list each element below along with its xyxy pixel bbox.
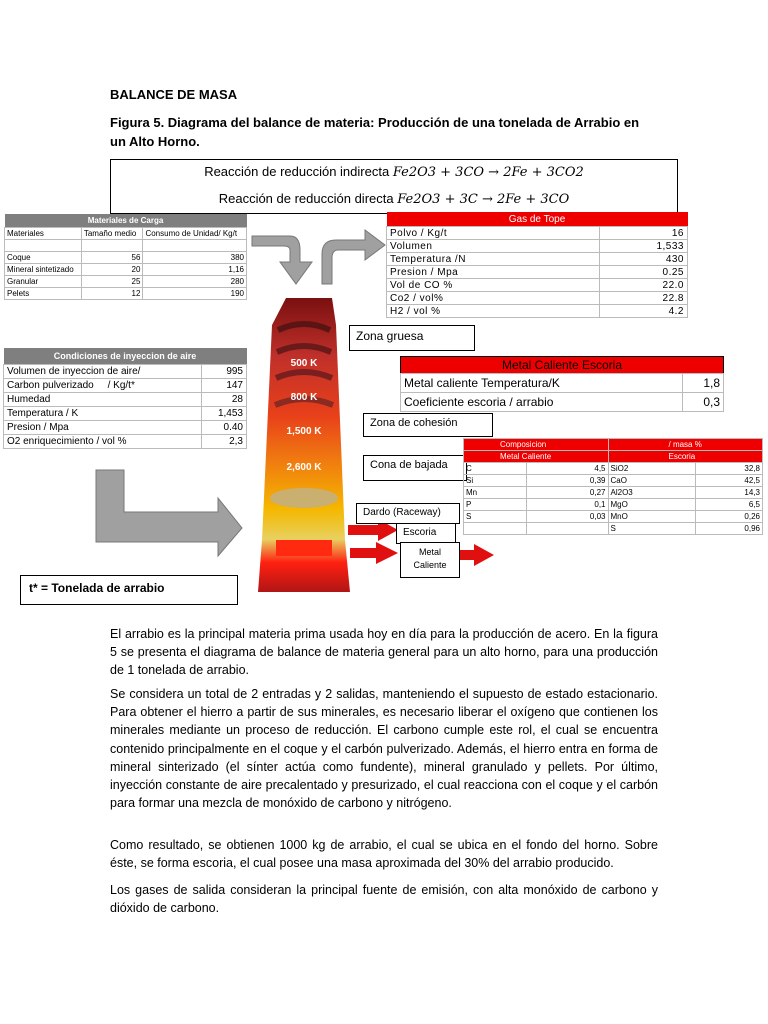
table-row: Granular 25 280 (5, 276, 247, 288)
raceway-zone (270, 488, 338, 508)
table-row: Presion / Mpa 0.40 (4, 421, 247, 435)
air-title: Condiciones de inyeccion de aire (4, 348, 247, 365)
slag-label: Escoria (396, 523, 456, 544)
temp-label: 800 K (290, 392, 318, 403)
table-row: Temperatura / K 1,453 (4, 407, 247, 421)
zone-bajada-label: Cona de bajada (363, 455, 467, 481)
reaction-indirect: Reacción de reducción indirecta Fe2O3 + 3CO → 2Fe + 3CO2 (204, 164, 584, 180)
table-row: Pelets 12 190 (5, 288, 247, 300)
table-row: Polvo / Kg/t 16 (387, 227, 688, 240)
charge-title: Materiales de Carga (5, 214, 247, 228)
hot-metal-title: Metal Caliente Escoria (401, 357, 724, 374)
temp-label: 1,500 K (286, 426, 322, 437)
table-row: Volumen de inyeccion de aire/ 995 (4, 365, 247, 379)
hot-metal-arrow (458, 544, 494, 566)
unit-note: t* = Tonelada de arrabio (20, 575, 238, 605)
molten-metal-layer (276, 540, 332, 556)
charge-header: Materiales (5, 228, 82, 240)
table-row: Metal caliente Temperatura/K 1,8 (401, 374, 724, 393)
table-row: Humedad 28 (4, 393, 247, 407)
zone-dardo-label: Dardo (Raceway) (356, 503, 460, 524)
reaction-direct: Reacción de reducción directa Fe2O3 + 3C → 2Fe + 3CO (218, 191, 570, 207)
zone-cohesion-label: Zona de cohesión (363, 413, 493, 437)
top-gas-table (386, 212, 688, 318)
table-row: Temperatura /N 430 (387, 253, 688, 266)
paragraph: Se considera un total de 2 entradas y 2 salidas, manteniendo el supuesto de estado estacionario. Para obtener el hierro a partir de sus minerales, es necesario liberar el oxígeno que contienen los minerales mediante un proceso de reducción. El carbono cumple este rol, el cual se encuentra contenido principalmente en el coque y el carbón pulverizado. Además, el hierro entra en forma de mineral sinterizado (el sínter actúa como fundente), mineral granulado y pellets. Por último, inyección constante de aire precalentado y presurizado, el cual reacciona con el coque y el carbón para formar una mezcla de monóxido de carbono y nitrógeno. (110, 687, 658, 811)
gas-arrow (322, 230, 385, 284)
table-row: Vol de CO % 22.0 (387, 279, 688, 292)
air-arrow (96, 470, 242, 556)
table-row: C 4,5 SiO2 32,8 (464, 463, 763, 475)
hot-metal-slag-table (400, 356, 724, 412)
table-row: Coque 56 380 (5, 252, 247, 264)
table-row: Mn 0,27 Al2O3 14,3 (464, 487, 763, 499)
temp-label: 2,600 K (286, 462, 322, 473)
table-row: Si 0,39 CaO 42,5 (464, 475, 763, 487)
table-row: Volumen 1,533 (387, 240, 688, 253)
table-row: Coeficiente escoria / arrabio 0,3 (401, 393, 724, 412)
table-row: Carbon pulverizado / Kg/t* 147 (4, 379, 247, 393)
charge-arrow (252, 236, 312, 284)
paragraph: Como resultado, se obtienen 1000 kg de arrabio, el cual se ubica en el fondo del horno. Sobre éste, se forma escoria, el cual posee una masa aproximada del 30% del arrabio producido. (110, 838, 658, 871)
charge-header: Consumo de Unidad/ Kg/t (143, 228, 247, 240)
slag-arrow-2 (350, 542, 398, 564)
section-heading: BALANCE DE MASA (110, 87, 238, 102)
composition-table: Composicion / masa % Metal Caliente Escoria C 4,5 SiO2 32,8 Si 0,39 CaO 42,5 Mn 0,27 Al2O3 14,3 P 0,1 MgO 6,5 S 0,03 MnO 0,26 S 0,96 (463, 438, 763, 535)
zone-gruesa-label: Zona gruesa (349, 325, 475, 351)
air-injection-table (3, 348, 247, 449)
table-row: P 0,1 MgO 6,5 (464, 499, 763, 511)
table-row: Presion / Mpa 0.25 (387, 266, 688, 279)
paragraph: El arrabio es la principal materia prima usada hoy en día para la producción de acero. En la figura 5 se presenta el diagrama de balance de materia general para un alto horno, para una producción de 1 tonelada de arrabio. (110, 627, 658, 678)
paragraph: Los gases de salida consideran la principal fuente de emisión, con alta monóxido de carbono y dióxido de carbono. (110, 883, 658, 916)
top-gas-title: Gas de Tope (387, 212, 688, 227)
table-row: H2 / vol % 4.2 (387, 305, 688, 318)
hot-metal-label: Metal Caliente (400, 542, 460, 578)
table-row: S 0,96 (464, 523, 763, 535)
table-row: O2 enriquecimiento / vol % 2,3 (4, 435, 247, 449)
table-row: Mineral sintetizado 20 1,16 (5, 264, 247, 276)
charge-header: Tamaño medio (81, 228, 143, 240)
table-row: Co2 / vol% 22.8 (387, 292, 688, 305)
table-row: S 0,03 MnO 0,26 (464, 511, 763, 523)
figure-caption: Figura 5. Diagrama del balance de materia: Producción de una tonelada de Arrabio en un Alto Horno. (110, 115, 640, 149)
temp-label: 500 K (290, 358, 318, 369)
